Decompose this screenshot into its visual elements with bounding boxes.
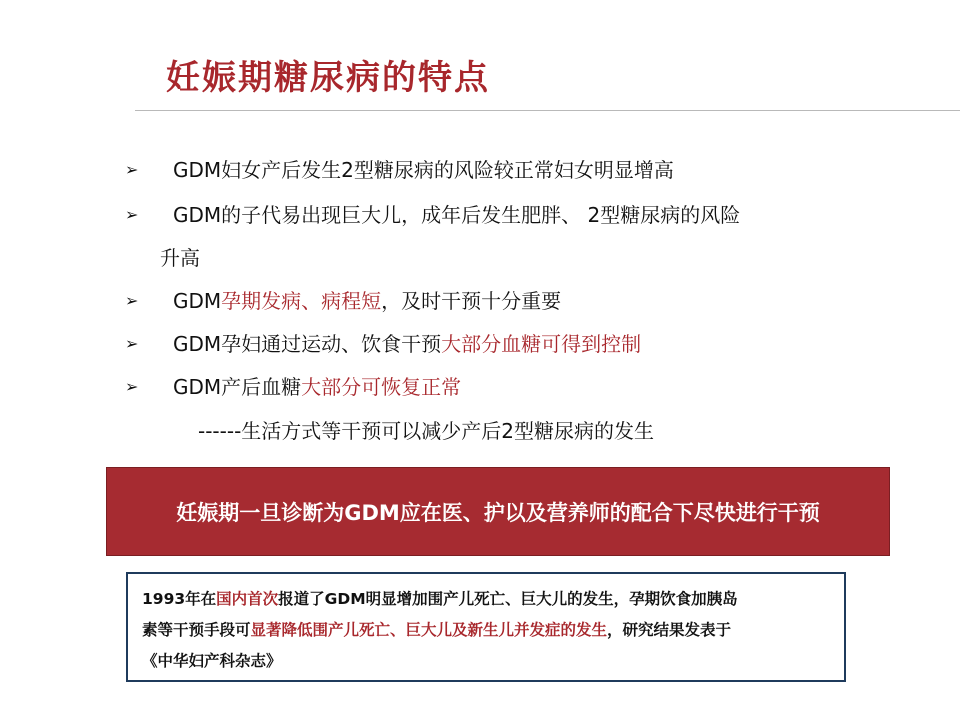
banner-text: 妊娠期一旦诊断为GDM应在医、护以及营养师的配合下尽快进行干预 — [176, 500, 820, 525]
bullet-5-segment: GDM产后血糖 — [173, 375, 302, 399]
reference-segment: ，研究结果发表于 — [607, 621, 732, 639]
bullet-2-segment: GDM的子代易出现巨大儿，成年后发生肥胖、 2型糖尿病的风险 — [173, 203, 741, 227]
bullet-3-segment: GDM — [173, 289, 222, 313]
reference-segment: 1993年在 — [142, 590, 217, 608]
reference-segment: 报道了GDM明显增加围产儿死亡、巨大儿的发生，孕期饮食加胰岛 — [278, 590, 738, 608]
arrow-bullet-icon: ➢ — [125, 160, 139, 179]
reference-highlight: 显著降低围产儿死亡、巨大儿及新生儿并发症的发生 — [250, 621, 608, 639]
arrow-bullet-icon: ➢ — [125, 334, 139, 353]
bullet-2-text — [173, 200, 740, 230]
arrow-bullet-icon: ➢ — [125, 205, 139, 224]
arrow-bullet-icon: ➢ — [125, 377, 139, 396]
lifestyle-note: ------生活方式等干预可以减少产后2型糖尿病的发生 — [198, 419, 655, 443]
bullet-3-segment: ，及时干预十分重要 — [381, 289, 562, 313]
bullet-4-text — [173, 329, 641, 359]
bullet-5-highlight: 大部分可恢复正常 — [301, 375, 462, 399]
diagnosis-banner — [106, 467, 890, 556]
arrow-bullet-icon: ➢ — [125, 291, 139, 310]
bullet-3-highlight: 孕期发病、病程短 — [221, 289, 382, 313]
bullet-5-text — [173, 372, 461, 402]
reference-line-2 — [142, 615, 844, 646]
reference-highlight: 国内首次 — [216, 590, 279, 608]
reference-box — [126, 572, 846, 682]
journal-citation: 《中华妇产科杂志》 — [142, 652, 282, 670]
slide-title: 妊娠期糖尿病的特点 — [166, 58, 490, 98]
reference-line-1 — [142, 584, 844, 615]
bullet-1-segment: GDM妇女产后发生2型糖尿病的风险较正常妇女明显增高 — [173, 158, 674, 182]
reference-line-3 — [142, 646, 844, 677]
bullet-2-continuation: 升高 — [160, 246, 200, 270]
reference-segment: 素等干预手段可 — [142, 621, 251, 639]
title-divider — [135, 110, 960, 111]
bullet-3-text — [173, 286, 561, 316]
bullet-4-segment: GDM孕妇通过运动、饮食干预 — [173, 332, 442, 356]
bullet-4-highlight: 大部分血糖可得到控制 — [441, 332, 642, 356]
bullet-1-text — [173, 155, 674, 185]
